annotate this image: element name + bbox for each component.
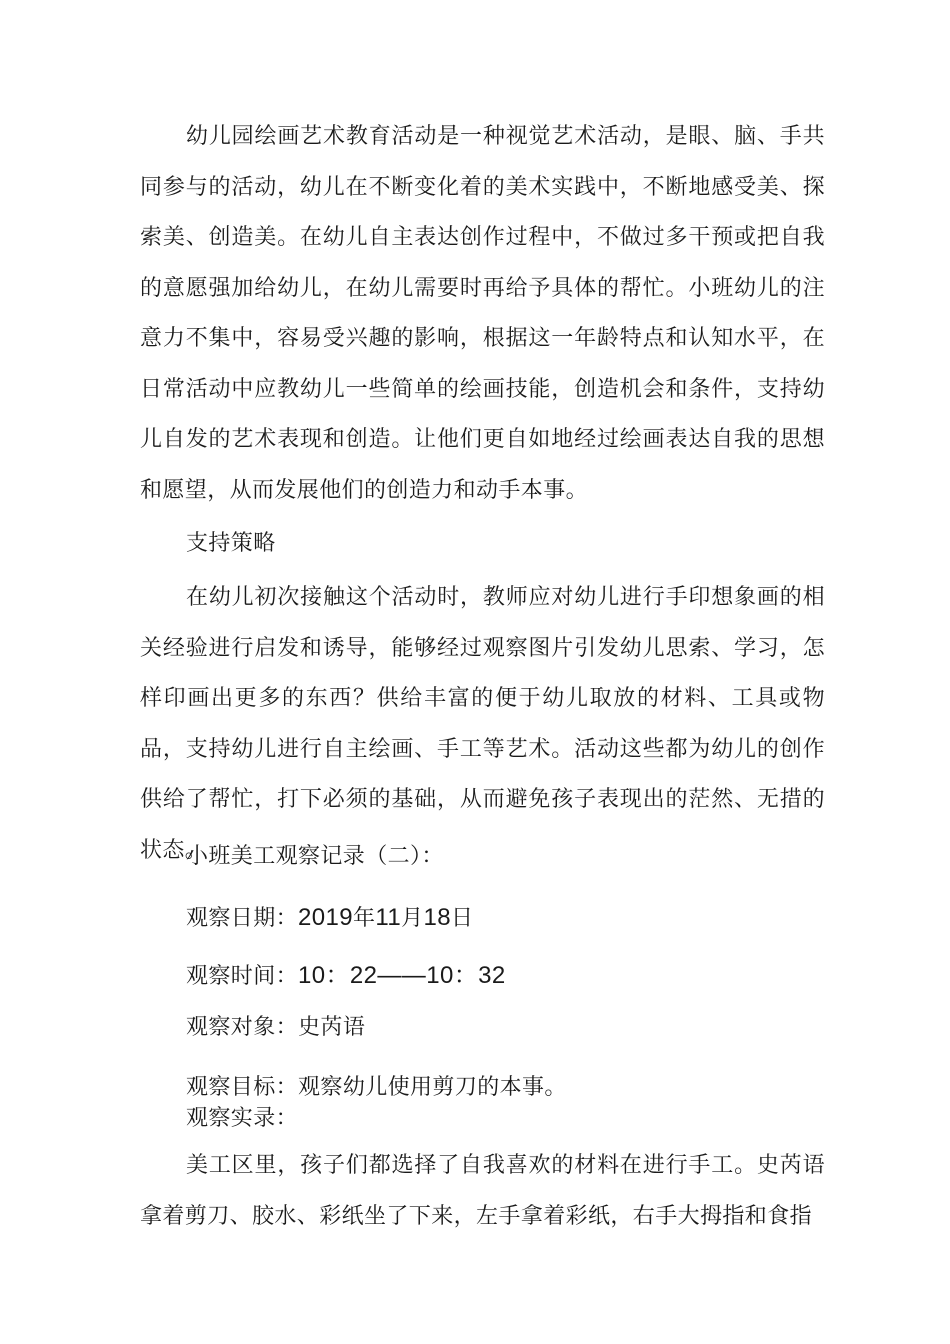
observation-record-label: 观察实录：	[186, 1106, 299, 1131]
observation-time	[186, 961, 506, 992]
date-day: 18	[423, 904, 452, 931]
time-label: 观察时间：	[186, 964, 299, 989]
observation-date	[186, 903, 473, 934]
date-day-unit: 日	[451, 906, 474, 931]
date-year: 2019	[298, 904, 354, 931]
subject-value: 史芮语	[298, 1015, 366, 1040]
heading-support-strategy: 支持策略	[186, 531, 276, 556]
date-month-unit: 月	[401, 906, 424, 931]
observation-subject	[186, 1013, 365, 1043]
record-title: 小班美工观察记录（二）：	[186, 844, 444, 869]
goal-value: 观察幼儿使用剪刀的本事。	[298, 1075, 567, 1100]
record-paragraph: 美工区里，孩子们都选择了自我喜欢的材料在进行手工。史芮语拿着剪刀、胶水、彩纸坐了下来，左手拿着彩纸，右手大拇指和食指	[140, 1153, 825, 1229]
subject-label: 观察对象：	[186, 1015, 299, 1040]
time-value: 10：22——10：32	[298, 962, 506, 989]
observation-goal	[186, 1073, 567, 1103]
strategy-paragraph: 在幼儿初次接触这个活动时，教师应对幼儿进行手印想象画的相关经验进行启发和诱导，能够经过观察图片引发幼儿思索、学习，怎样印画出更多的东西？供给丰富的便于幼儿取放的材料、工具或物品，支持幼儿进行自主绘画、手工等艺术。活动这些都为幼儿的创作供给了帮忙，打下必须的基础，从而避免孩子表现出的茫然、无措的状态。	[140, 585, 825, 863]
date-month: 11	[375, 904, 402, 931]
intro-paragraph: 幼儿园绘画艺术教育活动是一种视觉艺术活动，是眼、脑、手共同参与的活动，幼儿在不断变化着的美术实践中，不断地感受美、探索美、创造美。在幼儿自主表达创作过程中，不做过多干预或把自我的意愿强加给幼儿，在幼儿需要时再给予具体的帮忙。小班幼儿的注意力不集中，容易受兴趣的影响，根据这一年龄特点和认知水平，在日常活动中应教幼儿一些简单的绘画技能，创造机会和条件，支持幼儿自发的艺术表现和创造。让他们更自如地经过绘画表达自我的思想和愿望，从而发展他们的创造力和动手本事。	[140, 124, 825, 503]
date-year-unit: 年	[353, 906, 376, 931]
date-label: 观察日期：	[186, 906, 299, 931]
goal-label: 观察目标：	[186, 1075, 299, 1100]
